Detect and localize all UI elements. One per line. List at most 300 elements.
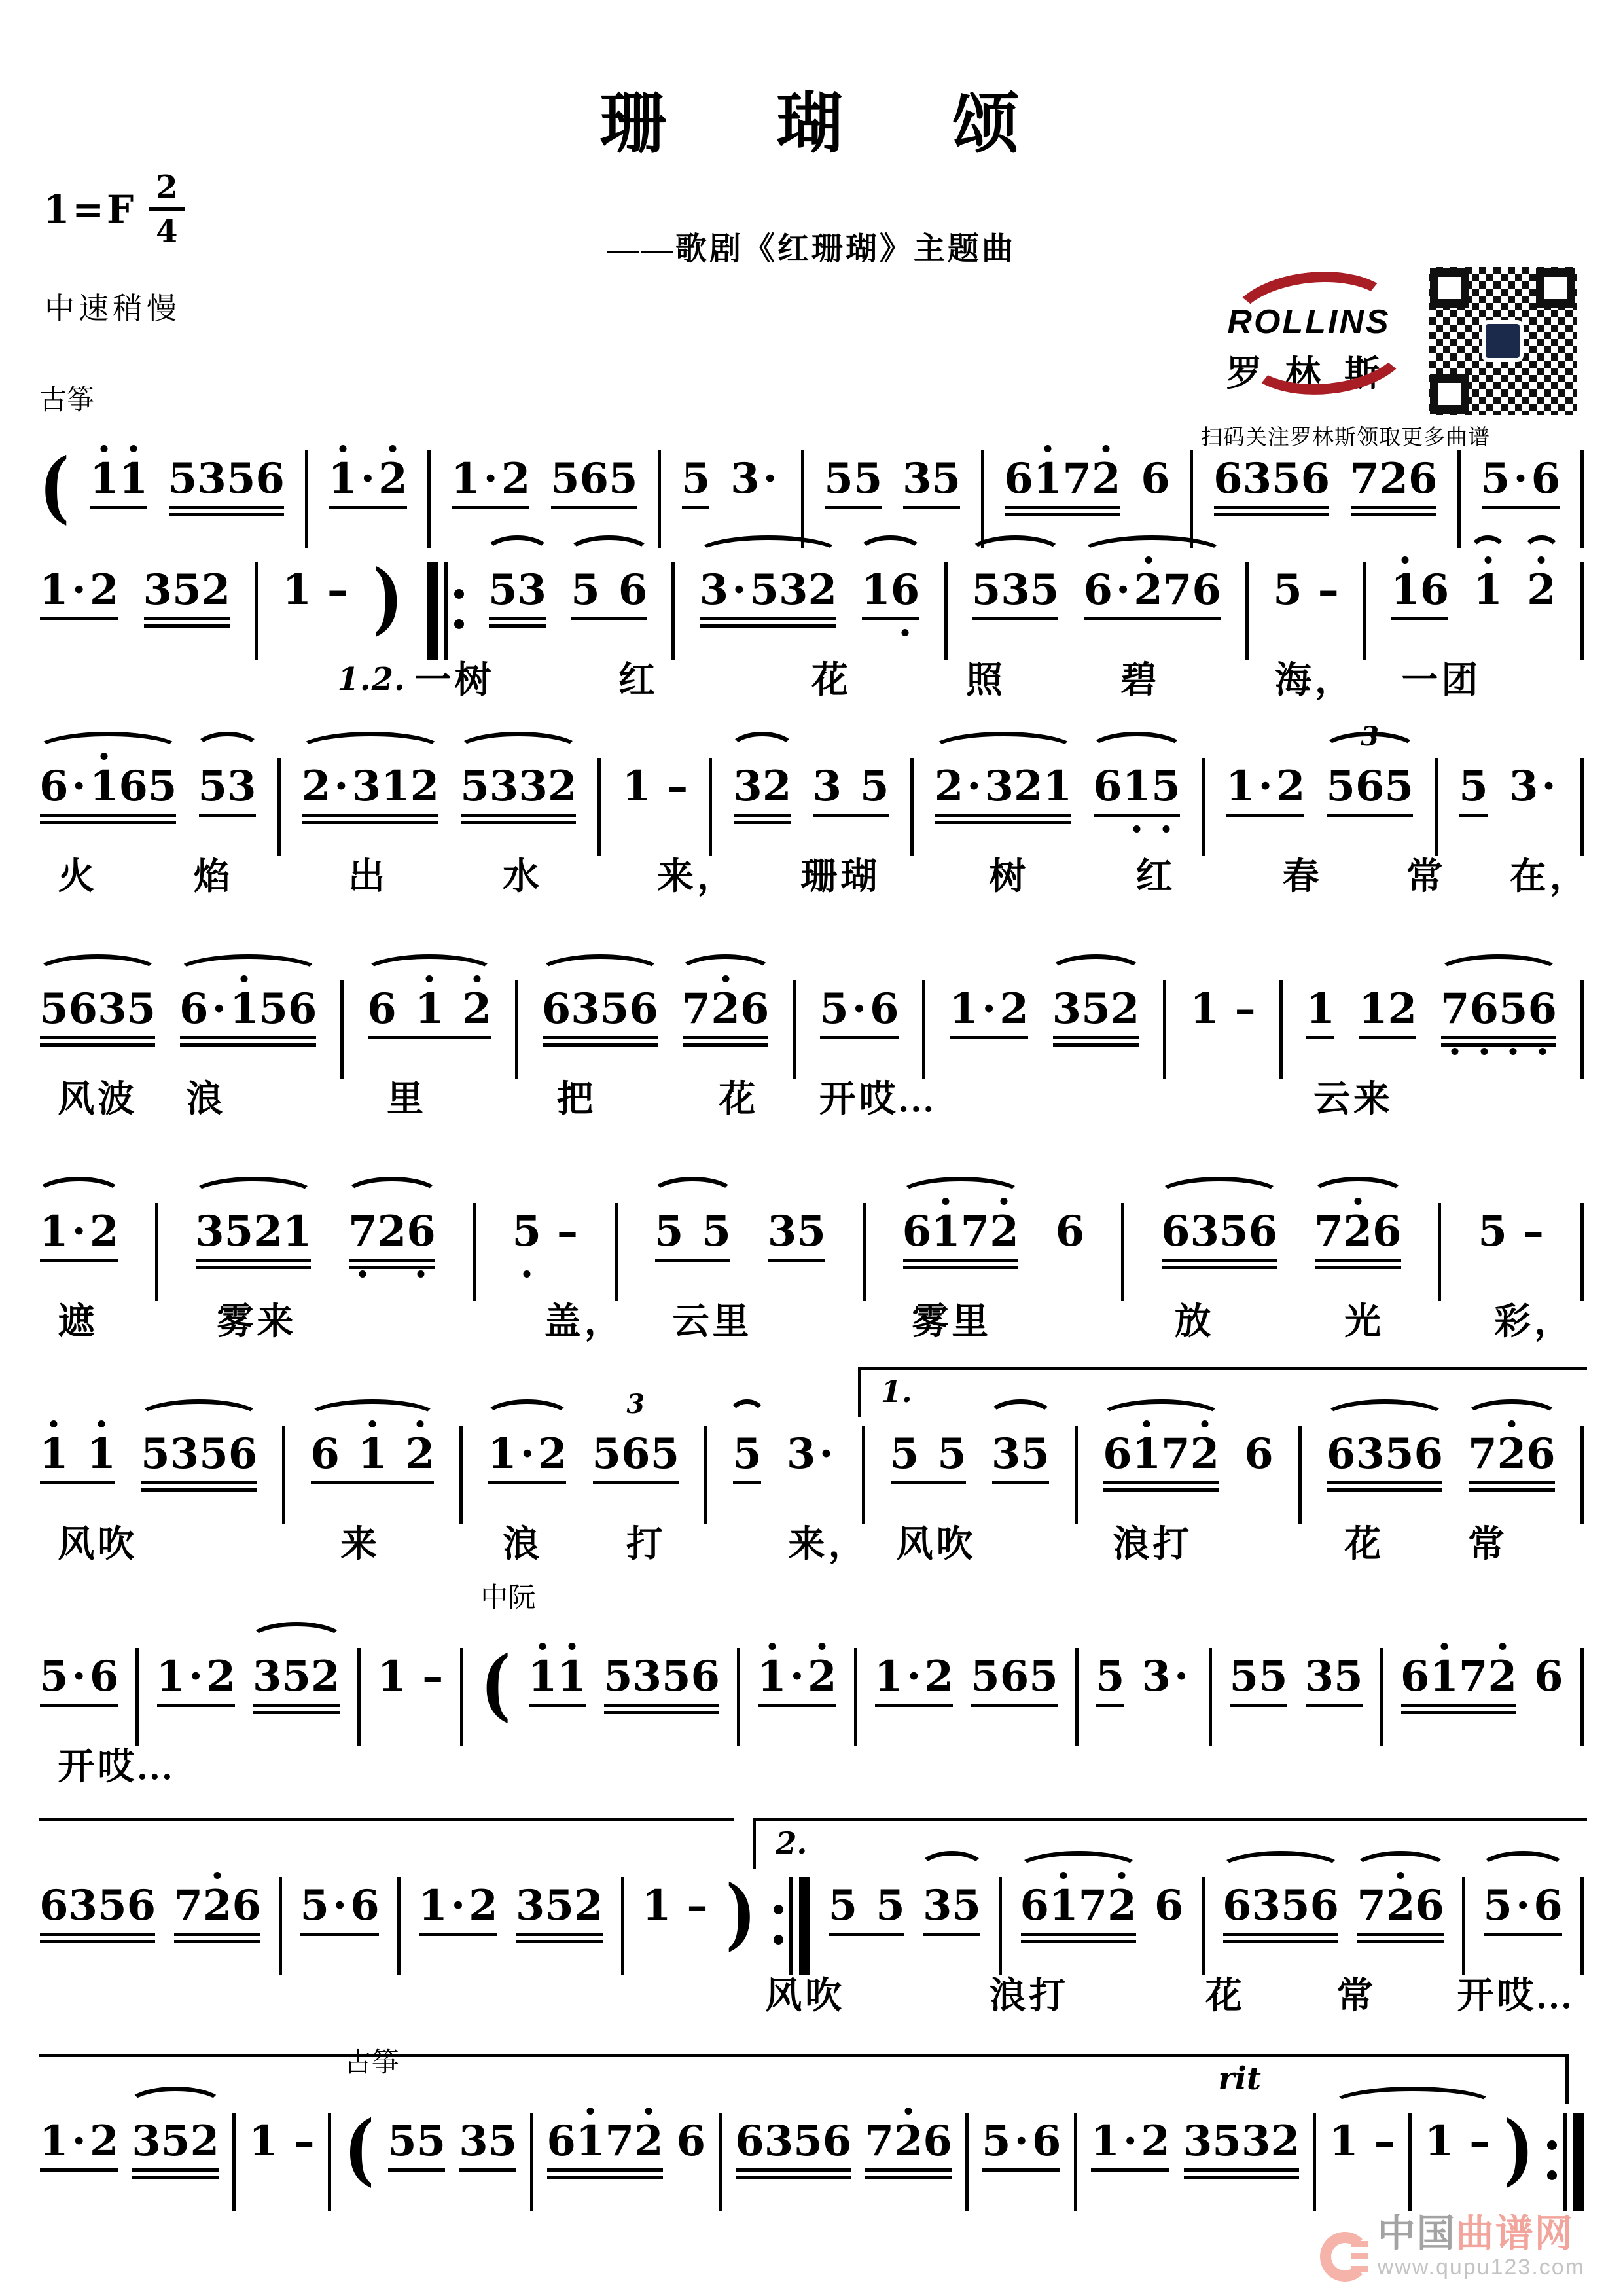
note-digits [1306, 984, 1336, 1033]
note-digit: 3 [779, 565, 808, 615]
note-digit: 6 [1469, 984, 1499, 1033]
note-digit: · [71, 762, 86, 811]
note-digit: · [1515, 1881, 1531, 1930]
note-digit: – [422, 1652, 444, 1701]
lyric: 焰 [194, 857, 234, 897]
note-digits [874, 1652, 954, 1701]
note-digit: 6 [118, 762, 148, 811]
beam [419, 1933, 497, 1936]
barline [530, 2113, 533, 2211]
note-digit: 6 [406, 1207, 436, 1256]
note-token [1093, 762, 1181, 811]
note-digit: 2 [253, 1207, 283, 1256]
note-digits [1534, 1652, 1563, 1701]
barline [709, 758, 712, 856]
slur-arc [1047, 954, 1145, 992]
score-system [39, 721, 1590, 897]
note-digit: 6 [690, 1652, 721, 1701]
note-digit: 6 [1154, 1881, 1184, 1930]
note-digit: · [1541, 762, 1556, 811]
barline [427, 450, 431, 548]
note-digits [889, 1429, 967, 1479]
note-digit: 5 [300, 1881, 329, 1930]
note-digit: 6 [1408, 454, 1438, 503]
note-digits [922, 1881, 982, 1930]
music-row [39, 1389, 1584, 1524]
note-digit: 5 [168, 454, 198, 503]
note-digit: 1 [1049, 1881, 1079, 1930]
barline [658, 450, 661, 548]
volta-bracket [39, 1818, 734, 1869]
note-digit: 1 [450, 454, 480, 503]
beam [489, 624, 546, 628]
note-digit: 2 [1110, 984, 1140, 1033]
score-system [39, 984, 1584, 1120]
beam [1327, 1481, 1442, 1484]
beam [132, 2176, 219, 2179]
note-digits [971, 1652, 1058, 1701]
slur-arc [455, 732, 582, 770]
lyric: 一树 [414, 660, 495, 701]
score-system [39, 1825, 1584, 2017]
note-digit: 5 [1326, 762, 1355, 811]
beam [551, 506, 637, 509]
note-digit: 5 [1258, 1652, 1288, 1701]
note-digit: – [327, 565, 349, 615]
note-digit: 3 [489, 762, 519, 811]
note-digit: 3 [351, 762, 382, 811]
note-digit: 5 [1020, 1429, 1050, 1479]
watermark-sitename [1377, 2212, 1574, 2255]
note-digits [1183, 2117, 1300, 2166]
note-digits [1103, 1429, 1220, 1479]
barline [719, 2113, 722, 2211]
beam [90, 506, 147, 509]
lyric: 浪 [503, 1524, 543, 1565]
barline [460, 1648, 463, 1746]
note-digits [1527, 565, 1556, 615]
note-token [387, 2117, 446, 2166]
note-digit: 5 [226, 454, 256, 503]
note-digit: 6 [740, 984, 770, 1033]
note-digit: – [557, 1207, 579, 1256]
note-digit: 5 [126, 984, 156, 1033]
note-digits [1055, 1207, 1085, 1256]
note-digits [735, 2117, 852, 2166]
note-digit: 6 [1083, 565, 1113, 615]
note-digit: 2 [633, 2117, 664, 2166]
lyric: 打 [626, 1524, 666, 1565]
note-digit: 1 [229, 984, 259, 1033]
note-digits [1304, 1652, 1363, 1701]
note-digit: 5 [39, 1652, 69, 1701]
note-digit: 1 [1090, 2117, 1120, 2166]
beam [1162, 1266, 1277, 1269]
slur-arc [649, 1177, 736, 1215]
note-digits [348, 1207, 436, 1256]
note-digit: 6 [1300, 454, 1330, 503]
beam [547, 2168, 662, 2172]
beam [768, 1259, 825, 1262]
note-digit: 3 [1355, 1429, 1385, 1479]
slur-arc [1463, 1399, 1561, 1437]
note-digit: 6 [1248, 1207, 1278, 1256]
lyric: 来， [788, 1524, 868, 1565]
slur-arc [1217, 1851, 1344, 1889]
note-digit: 5 [387, 2117, 417, 2166]
note-digit: 2 [501, 454, 531, 503]
slur-arc [727, 1399, 767, 1437]
note-digit: · [789, 1652, 805, 1701]
note-digit: 6 [902, 1207, 932, 1256]
note-digit: 6 [1055, 1207, 1085, 1256]
note-token [1478, 1207, 1544, 1256]
barline [615, 1203, 618, 1301]
note-digit: 2 [1107, 1881, 1137, 1930]
note-digits [971, 565, 1060, 615]
note-digit: 2 [1379, 454, 1408, 503]
lyric: 碧 [1120, 660, 1160, 701]
beam [141, 1488, 257, 1492]
note-digit: 2 [1343, 1207, 1373, 1256]
lyric: 雾来 [217, 1302, 297, 1342]
note-digit: 2 [1385, 1881, 1416, 1930]
note-digit: 2 [206, 1652, 236, 1701]
note-digit: 3 [1241, 2117, 1271, 2166]
time-denominator: 4 [149, 207, 184, 247]
note-token [949, 984, 1029, 1033]
note-digit: 5 [1459, 762, 1488, 811]
note-digit: 6 [822, 2117, 852, 2166]
slur-arc [1088, 732, 1186, 770]
note-digit: 5 [147, 762, 177, 811]
note-digit: 5 [1029, 565, 1060, 615]
lyric: 风吹 [58, 1524, 138, 1565]
slur-arc [190, 1177, 317, 1215]
barline [862, 1426, 865, 1524]
note-digit: 2 [378, 454, 408, 503]
slur-arc [1156, 1177, 1283, 1215]
note-digit: 1 [874, 1652, 904, 1701]
note-digit: 5 [662, 1652, 691, 1701]
note-digit: 1 [757, 1652, 787, 1701]
beam [700, 617, 836, 620]
note-digit: 1 [418, 1881, 448, 1930]
note-token [1527, 565, 1556, 615]
beam [733, 1481, 761, 1484]
note-digit: 5 [460, 762, 490, 811]
note-digit: 6 [618, 565, 648, 615]
note-digit: 5 [853, 454, 883, 503]
beam [1162, 1259, 1277, 1262]
slur-arc [362, 954, 497, 992]
note-digits [39, 1429, 116, 1479]
note-token [39, 1652, 119, 1701]
note-token [1329, 2117, 1395, 2166]
note-token [676, 2117, 706, 2166]
slur-arc [247, 1622, 346, 1660]
beam [488, 1481, 566, 1484]
lyric: 里 [387, 1079, 427, 1120]
note-digits [488, 565, 547, 615]
volta-label: 1. [880, 1374, 912, 1409]
beam [1469, 1488, 1555, 1492]
barline [1408, 2113, 1412, 2211]
note-token [300, 1881, 380, 1930]
note-token [681, 454, 711, 503]
beam [1021, 1940, 1136, 1943]
note-digit: 2 [1141, 2117, 1170, 2166]
slur-arc [897, 1177, 1024, 1215]
barline [277, 758, 281, 856]
instrument-label: 古筝 [39, 384, 95, 415]
note-digit: 6 [1020, 1881, 1050, 1930]
note-digits [902, 454, 961, 503]
note-digits [1459, 762, 1488, 811]
note-digits [730, 454, 781, 503]
note-token [90, 454, 149, 503]
note-digits [1095, 1652, 1125, 1701]
barline [1457, 450, 1461, 548]
beam [875, 1704, 953, 1707]
note-token [39, 762, 177, 811]
note-digit: 6 [629, 984, 658, 1033]
beam [452, 506, 529, 509]
beam [593, 1481, 679, 1484]
note-digit: 6 [1004, 454, 1033, 503]
note-digit: 3 [812, 762, 842, 811]
beam [459, 2168, 516, 2172]
note-digit: · [762, 454, 777, 503]
note-digit: 6 [287, 984, 317, 1033]
note-digit: 3 [767, 1207, 797, 1256]
slur-arc [1097, 1399, 1224, 1437]
note-digits [1480, 454, 1561, 503]
beam [820, 1036, 898, 1039]
slur-arc [728, 732, 796, 770]
beam [461, 821, 576, 824]
beam [736, 2176, 851, 2179]
barline [1438, 1203, 1441, 1301]
note-digit: 3 [517, 565, 547, 615]
music-row [39, 1582, 1584, 1746]
note-digit: 2 [808, 1652, 837, 1701]
beam [196, 1259, 311, 1262]
note-digit: 5 [1095, 1652, 1125, 1701]
note-digit: 7 [681, 984, 711, 1033]
note-token [828, 1881, 905, 1930]
note-digits [1483, 1881, 1563, 1930]
beam [682, 506, 710, 509]
note-digit: 1 [527, 1652, 558, 1701]
parenthesis [39, 384, 95, 533]
lyric: 彩， [1494, 1302, 1575, 1342]
note-digits [819, 984, 899, 1033]
note-digit: 6 [367, 984, 397, 1033]
beam [302, 821, 438, 824]
note-digit: 6 [1534, 1652, 1563, 1701]
barline [1209, 1648, 1212, 1746]
tempo-marking: 中速稍慢 [45, 291, 181, 325]
note-digit: 3 [922, 1881, 952, 1930]
slur-arc [1522, 535, 1561, 573]
beam [1005, 513, 1120, 516]
note-digits [282, 565, 349, 615]
slur-arc [1435, 954, 1562, 992]
slur-arc [343, 1177, 441, 1215]
music-row [39, 1207, 1584, 1301]
note-token [1229, 1652, 1288, 1701]
note-digit: 5 [749, 565, 779, 615]
note-digits [1508, 762, 1560, 811]
beam [1053, 1036, 1139, 1039]
note-digit: · [1513, 454, 1528, 503]
beam [40, 1259, 118, 1262]
note-digits [460, 762, 577, 811]
note-token [1508, 762, 1560, 811]
note-digit: 1 [1190, 984, 1219, 1033]
beam [368, 1036, 491, 1039]
volta-bracket [753, 1818, 1587, 1869]
note-digit: 3 [1001, 565, 1030, 615]
note-token [819, 984, 899, 1033]
note-digit: 6 [1526, 1429, 1556, 1479]
note-digits [1213, 454, 1330, 503]
beam [40, 1043, 155, 1047]
note-digits [757, 1652, 837, 1701]
note-digits [527, 1652, 586, 1701]
note-digits [733, 762, 792, 811]
note-digits [1329, 2117, 1395, 2166]
beam [180, 1043, 316, 1047]
note-token [699, 565, 838, 615]
beam [1053, 1043, 1139, 1047]
note-digit: 3 [1183, 2117, 1213, 2166]
note-digits [1244, 1429, 1274, 1479]
beam [1315, 1266, 1401, 1269]
lyric: 雾里 [912, 1302, 992, 1342]
barline [981, 450, 984, 548]
beam [543, 1036, 658, 1039]
note-digit: 3 [68, 1881, 98, 1930]
note-digits [156, 1652, 236, 1701]
note-token [546, 2117, 664, 2166]
note-digit: 5 [971, 565, 1001, 615]
barline [1462, 1877, 1465, 1975]
note-token [1225, 762, 1306, 811]
note-digit: 1 [861, 565, 891, 615]
barline [1074, 2113, 1077, 2211]
note-token [488, 565, 547, 615]
slur-arc [694, 535, 842, 573]
beam [736, 2168, 851, 2172]
note-token [902, 454, 961, 503]
note-digits [546, 2117, 664, 2166]
note-digit: 2 [1497, 1429, 1527, 1479]
note-digits [681, 984, 770, 1033]
beam [141, 1481, 257, 1484]
parenthesis [480, 1582, 536, 1731]
note-token [1483, 1881, 1563, 1930]
note-digit: 7 [1357, 1881, 1386, 1930]
note-digit: 3 [515, 1881, 545, 1930]
beam [40, 814, 176, 817]
lyric: 花 [1344, 1524, 1385, 1565]
note-digit: 7 [1468, 1429, 1497, 1479]
note-token [982, 2117, 1061, 2166]
barline [1279, 980, 1283, 1079]
volta-label: 2. [776, 1825, 808, 1861]
note-token [1349, 454, 1438, 503]
note-digit: 3 [764, 2117, 794, 2166]
note-digits [654, 1207, 731, 1256]
note-digits [143, 565, 231, 615]
note-digit: 1 [1306, 984, 1336, 1033]
note-digits [1357, 1881, 1444, 1930]
note-digits [767, 1207, 826, 1256]
note-digit: 1 [557, 1652, 586, 1701]
note-token [1304, 1652, 1363, 1701]
beam [982, 2168, 1060, 2172]
note-token [39, 984, 156, 1033]
lyric: 照 [966, 660, 1006, 701]
beam [1230, 1704, 1287, 1707]
barline [1380, 1648, 1383, 1746]
beam [196, 1266, 311, 1269]
note-digit: · [732, 565, 747, 615]
note-digit: 1 [1132, 1429, 1162, 1479]
note-digit: 5 [889, 1429, 919, 1479]
barline [793, 980, 796, 1079]
note-digits [367, 984, 491, 1033]
note-digit: 2 [1488, 1652, 1517, 1701]
note-token [1273, 565, 1339, 615]
barline [1163, 980, 1166, 1079]
note-digit: 5 [1478, 1207, 1507, 1256]
note-digit: 5 [550, 454, 580, 503]
barline [328, 2113, 331, 2211]
score-decor [1573, 2113, 1584, 2211]
note-token [1534, 1652, 1563, 1701]
barline [1580, 1426, 1584, 1524]
lyric: 一团 [1401, 660, 1482, 701]
note-digits [541, 984, 658, 1033]
note-digits [812, 762, 889, 811]
beam [40, 1036, 155, 1039]
note-digit: 5 [609, 454, 638, 503]
note-digit: 3 [459, 2117, 488, 2166]
note-digit: 5 [1480, 454, 1510, 503]
note-digit: 6 [1326, 1429, 1356, 1479]
note-token [1400, 1652, 1517, 1701]
note-digit: 2 [410, 762, 440, 811]
slur-arc [174, 954, 322, 992]
note-token [733, 762, 792, 811]
beam [253, 1704, 340, 1707]
note-digit: 2 [990, 1207, 1019, 1256]
note-digit: 3 [1052, 984, 1082, 1033]
note-digit: · [188, 1652, 204, 1701]
slur-arc [34, 954, 161, 992]
score-system [39, 2047, 1584, 2211]
slur-arc [1478, 1851, 1567, 1889]
note-token [39, 2117, 119, 2166]
note-token [824, 454, 883, 503]
slur-arc [34, 732, 182, 770]
note-digit: 3 [1141, 1652, 1171, 1701]
note-token [786, 1429, 837, 1479]
note-digits [1478, 1207, 1544, 1256]
